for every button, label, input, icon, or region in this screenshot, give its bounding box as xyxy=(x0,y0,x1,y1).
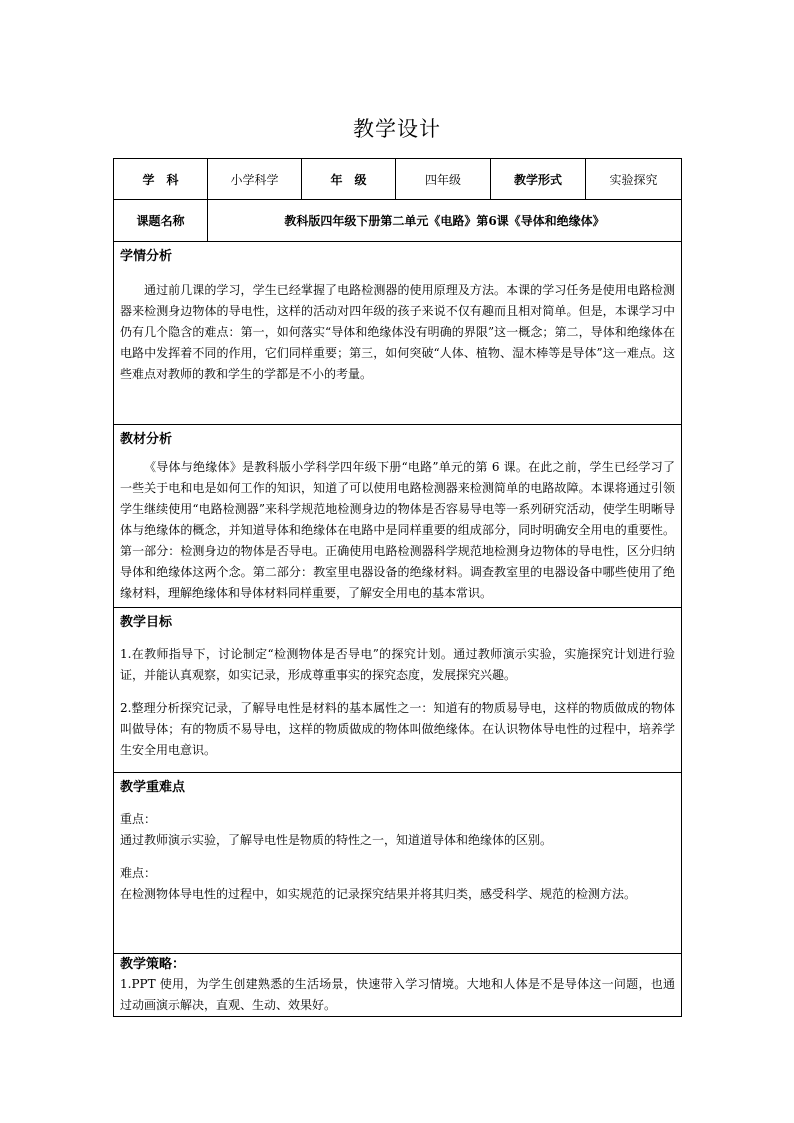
student-analysis-row xyxy=(114,242,682,425)
textbook-analysis-section xyxy=(114,425,682,608)
course-row xyxy=(114,200,682,242)
teaching-strategy-row xyxy=(114,954,682,1017)
student-analysis-heading: 学情分析 xyxy=(120,249,173,264)
textbook-analysis-heading: 教材分析 xyxy=(120,432,173,447)
textbook-analysis-text: 《导体与绝缘体》是教科版小学科学四年级下册“电路”单元的第 6 课。在此之前，学生已经学习了一些关于电和电是如何工作的知识，知道了可以使用电路检测器来检测简单的电路故障。本课将通过引领学生继续使用“电路检测器”来科学规范地检测身边的物体是否容易导电等一系列研究活动，使学生明晰导体与绝缘体的概念，并知道导体和绝缘体在电路中是同样重要的组成部分，同时明确安全用电的重要性。第一部分：检测身边的物体是否导电。正确使用电路检测器科学规范地检测身边物体的导电性，区分归纳导体和绝缘体这两个念。第二部分：教室里电器设备的绝缘材料。调查教室里的电器设备中哪些使用了绝缘材料，理解绝缘体和导体材料同样重要，了解安全用电的基本常识。 xyxy=(120,460,675,600)
teaching-objectives-section xyxy=(114,608,682,773)
key-point-text: 通过教师演示实验，了解导电性是物质的特性之一，知道道导体和绝缘体的区别。 xyxy=(120,833,553,847)
teaching-form-value: 实验探究 xyxy=(586,159,682,200)
lesson-design-table xyxy=(113,158,682,1017)
teaching-strategy-text: 1.PPT 使用，为学生创建熟悉的生活场景，快速带入学习情境。大地和人体是不是导体这一问题，也通过动画演示解决，直观、生动、效果好。 xyxy=(120,977,675,1012)
difficult-point-text: 在检测物体导电性的过程中，如实规范的记录探究结果并将其归类，感受科学、规范的检测方法。 xyxy=(120,887,637,901)
subject-value: 小学科学 xyxy=(208,159,302,200)
key-point-label: 重点： xyxy=(120,812,157,826)
difficult-point-label: 难点： xyxy=(120,866,157,880)
student-analysis-text: 通过前几课的学习，学生已经掌握了电路检测器的使用原理及方法。本课的学习任务是使用电路检测器来检测身边物体的导电性，这样的活动对四年级的孩子来说不仅有趣而且相对简单。但是，本课学习中仍有几个隐含的难点：第一，如何落实“导体和绝缘体没有明确的界限”这一概念；第二，导体和绝缘体在电路中发挥着不同的作用，它们同样重要；第三，如何突破“人体、植物、湿木棒等是导体”这一难点。这些难点对教师的教和学生的学都是不小的考量。 xyxy=(120,283,675,381)
grade-label: 年 级 xyxy=(302,159,396,200)
key-points-heading: 教学重难点 xyxy=(120,780,186,795)
teaching-objectives-row xyxy=(114,608,682,773)
subject-label: 学 科 xyxy=(114,159,208,200)
textbook-analysis-row xyxy=(114,425,682,608)
key-points-section xyxy=(114,773,682,954)
objective-item: 1.在教师指导下，讨论制定“检测物体是否导电”的探究计划。通过教师演示实验，实施探究计划进行验证，并能认真观察，如实记录，形成尊重事实的探究态度，发展探究兴趣。 xyxy=(120,647,675,682)
grade-value: 四年级 xyxy=(396,159,491,200)
key-points-row xyxy=(114,773,682,954)
student-analysis-section xyxy=(114,242,682,425)
page-title: 教学设计 xyxy=(353,117,441,141)
teaching-strategy-section xyxy=(114,954,682,1017)
teaching-strategy-heading: 教学策略： xyxy=(120,957,186,972)
course-name-value: 教科版四年级下册第二单元《电路》第6课《导体和绝缘体》 xyxy=(208,200,682,242)
objective-item: 2.整理分析探究记录，了解导电性是材料的基本属性之一：知道有的物质易导电，这样的物质做成的物体叫做导体；有的物质不易导电，这样的物质做成的物体叫做绝缘体。在认识物体导电性的过程中，培养学生安全用电意识。 xyxy=(120,701,675,757)
course-name-label: 课题名称 xyxy=(114,200,208,242)
header-row xyxy=(114,159,682,200)
teaching-form-label: 教学形式 xyxy=(491,159,586,200)
teaching-objectives-heading: 教学目标 xyxy=(120,615,173,630)
